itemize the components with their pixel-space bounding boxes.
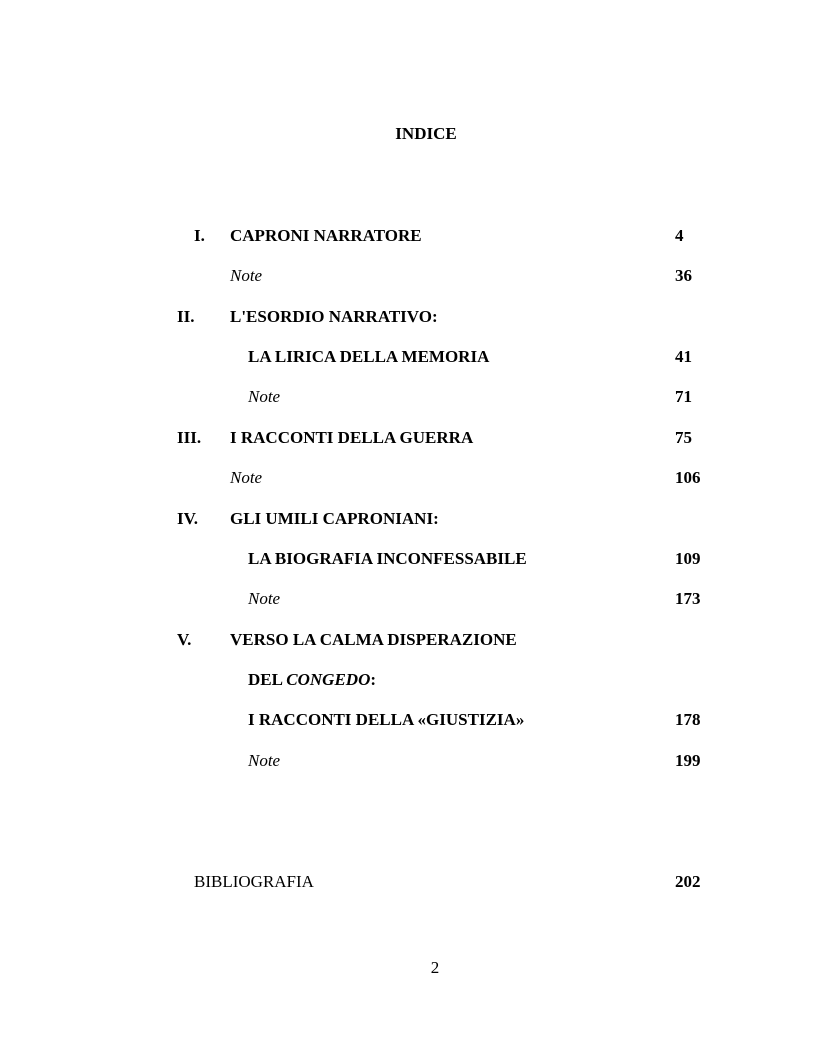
toc-entry-chapter-1-notes[interactable] [0, 264, 816, 288]
toc-entry-bibliography[interactable] [0, 870, 816, 894]
notes-label: Note [248, 589, 281, 608]
page-number: 2 [430, 958, 440, 977]
chapter-numeral: V. [177, 630, 192, 649]
chapter-heading: L'ESORDIO NARRATIVO: [230, 307, 438, 326]
toc-entry-chapter-4-notes[interactable] [0, 587, 816, 611]
heading-prefix: DEL [248, 670, 287, 689]
page-reference: 75 [675, 428, 692, 447]
chapter-heading: VERSO LA CALMA DISPERAZIONE [230, 630, 517, 649]
page-reference: 106 [675, 468, 701, 487]
page-reference: 71 [675, 387, 692, 406]
toc-entry-chapter-1[interactable] [0, 224, 816, 248]
chapter-numeral: III. [177, 428, 202, 447]
toc-entry-chapter-3[interactable] [0, 426, 816, 450]
toc-entry-chapter-2[interactable] [0, 305, 816, 329]
chapter-subheading: LA BIOGRAFIA INCONFESSABILE [248, 549, 527, 568]
page-reference: 36 [675, 266, 692, 285]
chapter-subheading: LA LIRICA DELLA MEMORIA [248, 347, 490, 366]
page-reference: 4 [675, 226, 684, 245]
page-reference: 173 [675, 589, 701, 608]
toc-entry-chapter-5-line2[interactable] [0, 668, 816, 692]
heading-italic-title: CONGEDO [286, 670, 371, 689]
toc-entry-chapter-4-subheading[interactable] [0, 547, 816, 571]
chapter-subheading: I RACCONTI DELLA «GIUSTIZIA» [248, 710, 525, 729]
chapter-numeral: II. [177, 307, 195, 326]
toc-entry-chapter-2-subheading[interactable] [0, 345, 816, 369]
chapter-heading: CAPRONI NARRATORE [230, 226, 422, 245]
page-reference: 202 [675, 872, 701, 891]
chapter-heading: GLI UMILI CAPRONIANI: [230, 509, 439, 528]
notes-label: Note [230, 468, 263, 487]
notes-label: Note [230, 266, 263, 285]
toc-entry-chapter-5-notes[interactable] [0, 749, 816, 773]
page-reference: 178 [675, 710, 701, 729]
chapter-numeral: IV. [177, 509, 198, 528]
toc-entry-chapter-5-subheading[interactable] [0, 708, 816, 732]
notes-label: Note [248, 751, 281, 770]
heading-suffix: : [370, 670, 377, 689]
page-title: INDICE [395, 124, 457, 143]
notes-label: Note [248, 387, 281, 406]
toc-entry-chapter-4[interactable] [0, 507, 816, 531]
bibliography-label: BIBLIOGRAFIA [194, 872, 314, 891]
page-reference: 199 [675, 751, 701, 770]
page-reference: 109 [675, 549, 701, 568]
toc-entry-chapter-2-notes[interactable] [0, 385, 816, 409]
toc-entry-chapter-3-notes[interactable] [0, 466, 816, 490]
toc-entry-chapter-5[interactable] [0, 628, 816, 652]
chapter-heading-continuation [248, 668, 376, 692]
chapter-heading: I RACCONTI DELLA GUERRA [230, 428, 474, 447]
chapter-numeral: I. [194, 226, 205, 245]
page-reference: 41 [675, 347, 692, 366]
